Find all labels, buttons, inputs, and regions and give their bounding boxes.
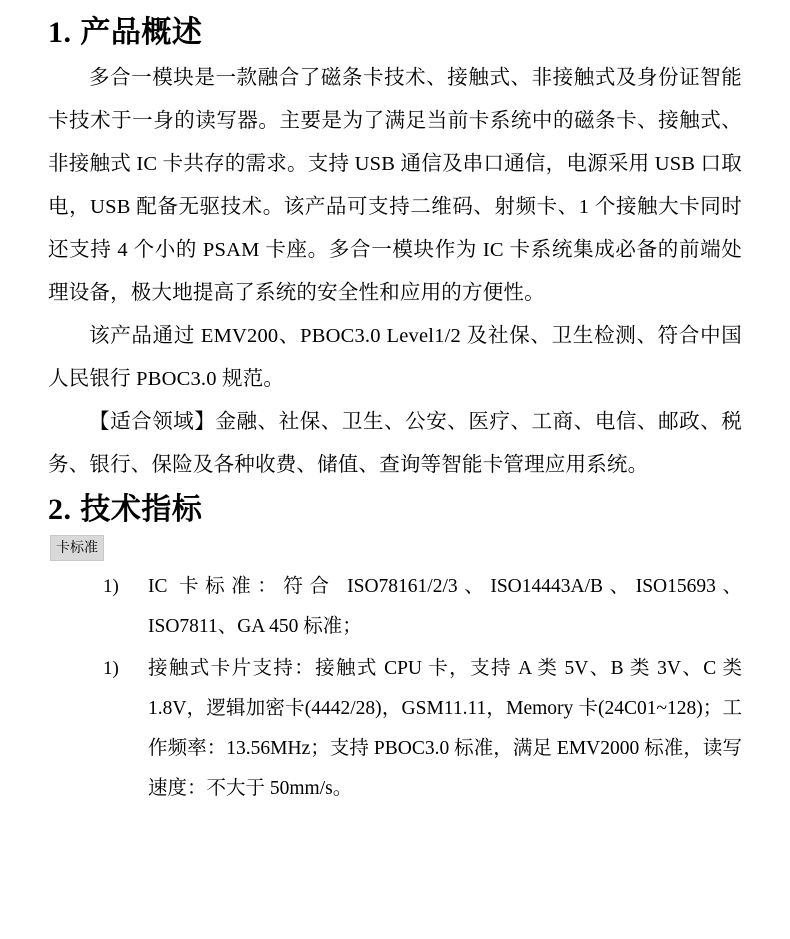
section-1-paragraph-2: 该产品通过 EMV200、PBOC3.0 Level1/2 及社保、卫生检测、符合中国人民银行 PBOC3.0 规范。: [48, 324, 742, 390]
list-item-text: 接触式卡片支持：接触式 CPU 卡，支持 A 类 5V、B 类 3V、C 类 1.8V，逻辑加密卡(4442/28)，GSM11.11，Memory 卡(24C01~128)；工作频率：13.56MHz；支持 PBOC3.0 标准，满足 EMV2000 标准，读写速度：不大于 50mm/s。: [148, 658, 742, 799]
card-standard-label: 卡标准: [50, 535, 104, 561]
list-item-marker: 1): [103, 576, 119, 597]
section-1-number: 1.: [48, 16, 72, 49]
section-1-title: 产品概述: [80, 16, 203, 49]
list-item: [48, 649, 742, 809]
list-item-marker: 1): [103, 658, 119, 679]
section-1-paragraph-3: 【适合领域】金融、社保、卫生、公安、医疗、工商、电信、邮政、税务、银行、保险及各种收费、储值、查询等智能卡管理应用系统。: [48, 410, 742, 476]
section-1-paragraph-1: 多合一模块是一款融合了磁条卡技术、接触式、非接触式及身份证智能卡技术于一身的读写器。主要是为了满足当前卡系统中的磁条卡、接触式、非接触式 IC 卡共存的需求。支持 USB 通信及串口通信，电源采用 USB 口取电，USB 配备无驱技术。该产品可支持二维码、射频卡、1 个接触大卡同时还支持 4 个小的 PSAM 卡座。多合一模块作为 IC 卡系统集成必备的前端处理设备，极大地提高了系统的安全性和应用的方便性。: [48, 66, 742, 304]
section-2-number: 2.: [48, 492, 72, 526]
section-2-heading: [48, 493, 742, 528]
section-1-heading: [48, 16, 742, 51]
spec-list: [48, 567, 742, 809]
list-item: [48, 567, 742, 647]
section-2-title: 技术指标: [80, 492, 203, 526]
list-item-text: IC 卡标准：符合 ISO78161/2/3、ISO14443A/B、ISO15693、ISO7811、GA 450 标准；: [148, 576, 742, 637]
